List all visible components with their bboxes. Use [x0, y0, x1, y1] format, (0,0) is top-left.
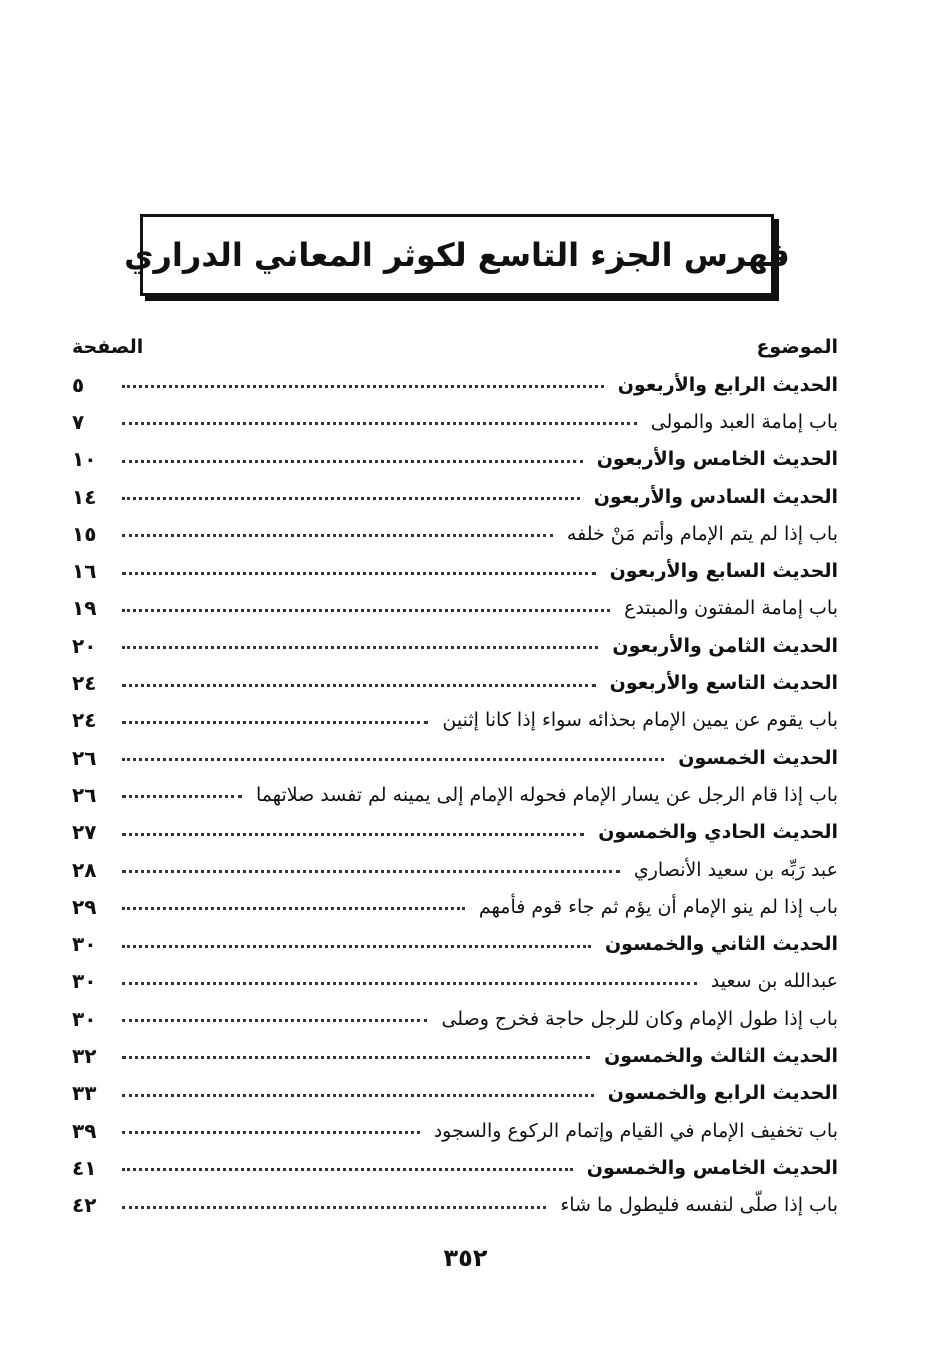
toc-list — [72, 366, 838, 1224]
page-column-label: الصفحة — [72, 336, 144, 358]
toc-entry-title: الحديث الثالث والخمسون — [604, 1044, 838, 1067]
toc-entry-page: ٢٦ — [72, 745, 97, 770]
dot-leader — [122, 746, 664, 761]
toc-entry — [72, 888, 838, 925]
dot-leader — [122, 1156, 573, 1171]
toc-entry-page: ٢٩ — [72, 894, 97, 919]
toc-entry-title: الحديث الثامن والأربعون — [612, 634, 838, 657]
toc-entry — [72, 1187, 838, 1224]
toc-entry-title: باب إذا قام الرجل عن يسار الإمام فحوله الإمام إلى يمينه لم تفسد صلاتهما — [255, 783, 838, 806]
toc-entry — [72, 702, 838, 739]
dot-leader — [122, 783, 242, 798]
toc-entry-title: الحديث الرابع والأربعون — [617, 373, 838, 396]
dot-leader — [122, 1044, 590, 1059]
toc-entry-title: باب إذا لم ينو الإمام أن يؤم ثم جاء قوم فأمهم — [478, 895, 838, 918]
dot-leader — [122, 970, 697, 985]
toc-entry-page: ٣٠ — [72, 1006, 97, 1031]
toc-entry-title: الحديث الخمسون — [678, 746, 838, 769]
toc-entry-title: باب إمامة المفتون والمبتدع — [624, 597, 838, 620]
toc-entry-title: عبد رَبِّه بن سعيد الأنصاري — [633, 858, 838, 881]
toc-entry-page: ٢٨ — [72, 857, 97, 882]
toc-entry-page: ٣٢ — [72, 1043, 97, 1068]
toc-entry-page: ١٤ — [72, 484, 97, 509]
toc-entry — [72, 403, 838, 440]
dot-leader — [122, 597, 610, 612]
toc-entry — [72, 664, 838, 701]
dot-leader — [122, 373, 604, 388]
toc-entry-title: باب إذا صلّى لنفسه فليطول ما شاء — [560, 1194, 838, 1217]
toc-entry-title: باب يقوم عن يمين الإمام بحذائه سواء إذا كانا إثنين — [442, 709, 838, 732]
toc-entry — [72, 1149, 838, 1186]
title-box — [124, 214, 790, 296]
toc-entry-title: باب إذا طول الإمام وكان للرجل حاجة فخرج وصلى — [441, 1007, 838, 1030]
dot-leader — [122, 1194, 546, 1209]
dot-leader — [122, 709, 428, 724]
toc-entry — [72, 515, 838, 552]
toc-entry-page: ١٥ — [72, 521, 97, 546]
dot-leader — [122, 933, 591, 948]
toc-entry — [72, 1075, 838, 1112]
toc-entry-page: ١٦ — [72, 559, 97, 584]
toc-entry — [72, 739, 838, 776]
toc-entry-title: باب إمامة العبد والمولى — [650, 410, 838, 433]
dot-leader — [122, 560, 596, 575]
toc-entry — [72, 925, 838, 962]
index-title: فهرس الجزء التاسع لكوثر المعاني الدراري — [124, 236, 790, 274]
toc-entry-page: ١٠ — [72, 447, 97, 472]
toc-entry-page: ٣٠ — [72, 969, 97, 994]
toc-entry-page: ٤٢ — [72, 1193, 97, 1218]
toc-entry — [72, 478, 838, 515]
toc-entry-page: ٥ — [72, 372, 85, 397]
toc-entry-page: ٢٤ — [72, 708, 97, 733]
toc-entry-title: الحديث السادس والأربعون — [593, 485, 838, 508]
toc-entry-page: ٣٠ — [72, 932, 97, 957]
toc-header — [72, 330, 838, 364]
toc-entry-title: باب تخفيف الإمام في القيام وإتمام الركوع والسجود — [433, 1119, 838, 1142]
dot-leader — [122, 522, 553, 537]
toc-entry-title: الحديث الرابع والخمسون — [607, 1082, 838, 1105]
toc-entry — [72, 441, 838, 478]
toc-entry — [72, 1112, 838, 1149]
toc-entry-page: ٧ — [72, 409, 85, 434]
dot-leader — [122, 1007, 427, 1022]
toc-entry-title: الحديث الثاني والخمسون — [604, 933, 838, 956]
toc-entry — [72, 590, 838, 627]
toc-entry — [72, 963, 838, 1000]
dot-leader — [122, 448, 583, 463]
page-number: ٣٥٢ — [443, 1244, 488, 1272]
dot-leader — [122, 895, 465, 910]
toc-entry-page: ٣٩ — [72, 1118, 97, 1143]
toc-entry-page: ٢٦ — [72, 782, 97, 807]
dot-leader — [122, 634, 598, 649]
toc-entry-page: ٢٠ — [72, 633, 97, 658]
toc-entry — [72, 814, 838, 851]
toc-entry — [72, 1037, 838, 1074]
toc-entry-title: الحديث الخامس والأربعون — [596, 448, 838, 471]
dot-leader — [122, 485, 580, 500]
toc-entry-page: ٤١ — [72, 1155, 97, 1180]
toc-entry-page: ٢٤ — [72, 671, 97, 696]
toc-entry — [72, 851, 838, 888]
toc-entry — [72, 1000, 838, 1037]
dot-leader — [122, 858, 620, 873]
toc-entry-title: الحديث الحادي والخمسون — [598, 821, 838, 844]
dot-leader — [122, 1119, 420, 1134]
toc-entry — [72, 627, 838, 664]
toc-entry-title: الحديث التاسع والأربعون — [609, 672, 838, 695]
dot-leader — [122, 410, 637, 425]
dot-leader — [122, 672, 596, 687]
toc-entry — [72, 552, 838, 589]
toc-entry-page: ١٩ — [72, 596, 97, 621]
toc-entry-title: الحديث السابع والأربعون — [609, 560, 838, 583]
toc-entry-title: باب إذا لم يتم الإمام وأتم مَنْ خلفه — [566, 522, 838, 545]
dot-leader — [122, 821, 584, 836]
topic-column-label: الموضوع — [756, 336, 838, 358]
dot-leader — [122, 1082, 594, 1097]
toc-entry-title: عبدالله بن سعيد — [710, 970, 838, 993]
toc-entry — [72, 366, 838, 403]
toc-entry-page: ٢٧ — [72, 820, 97, 845]
toc-entry-title: الحديث الخامس والخمسون — [586, 1156, 838, 1179]
toc-entry — [72, 776, 838, 813]
toc-entry-page: ٣٣ — [72, 1081, 97, 1106]
